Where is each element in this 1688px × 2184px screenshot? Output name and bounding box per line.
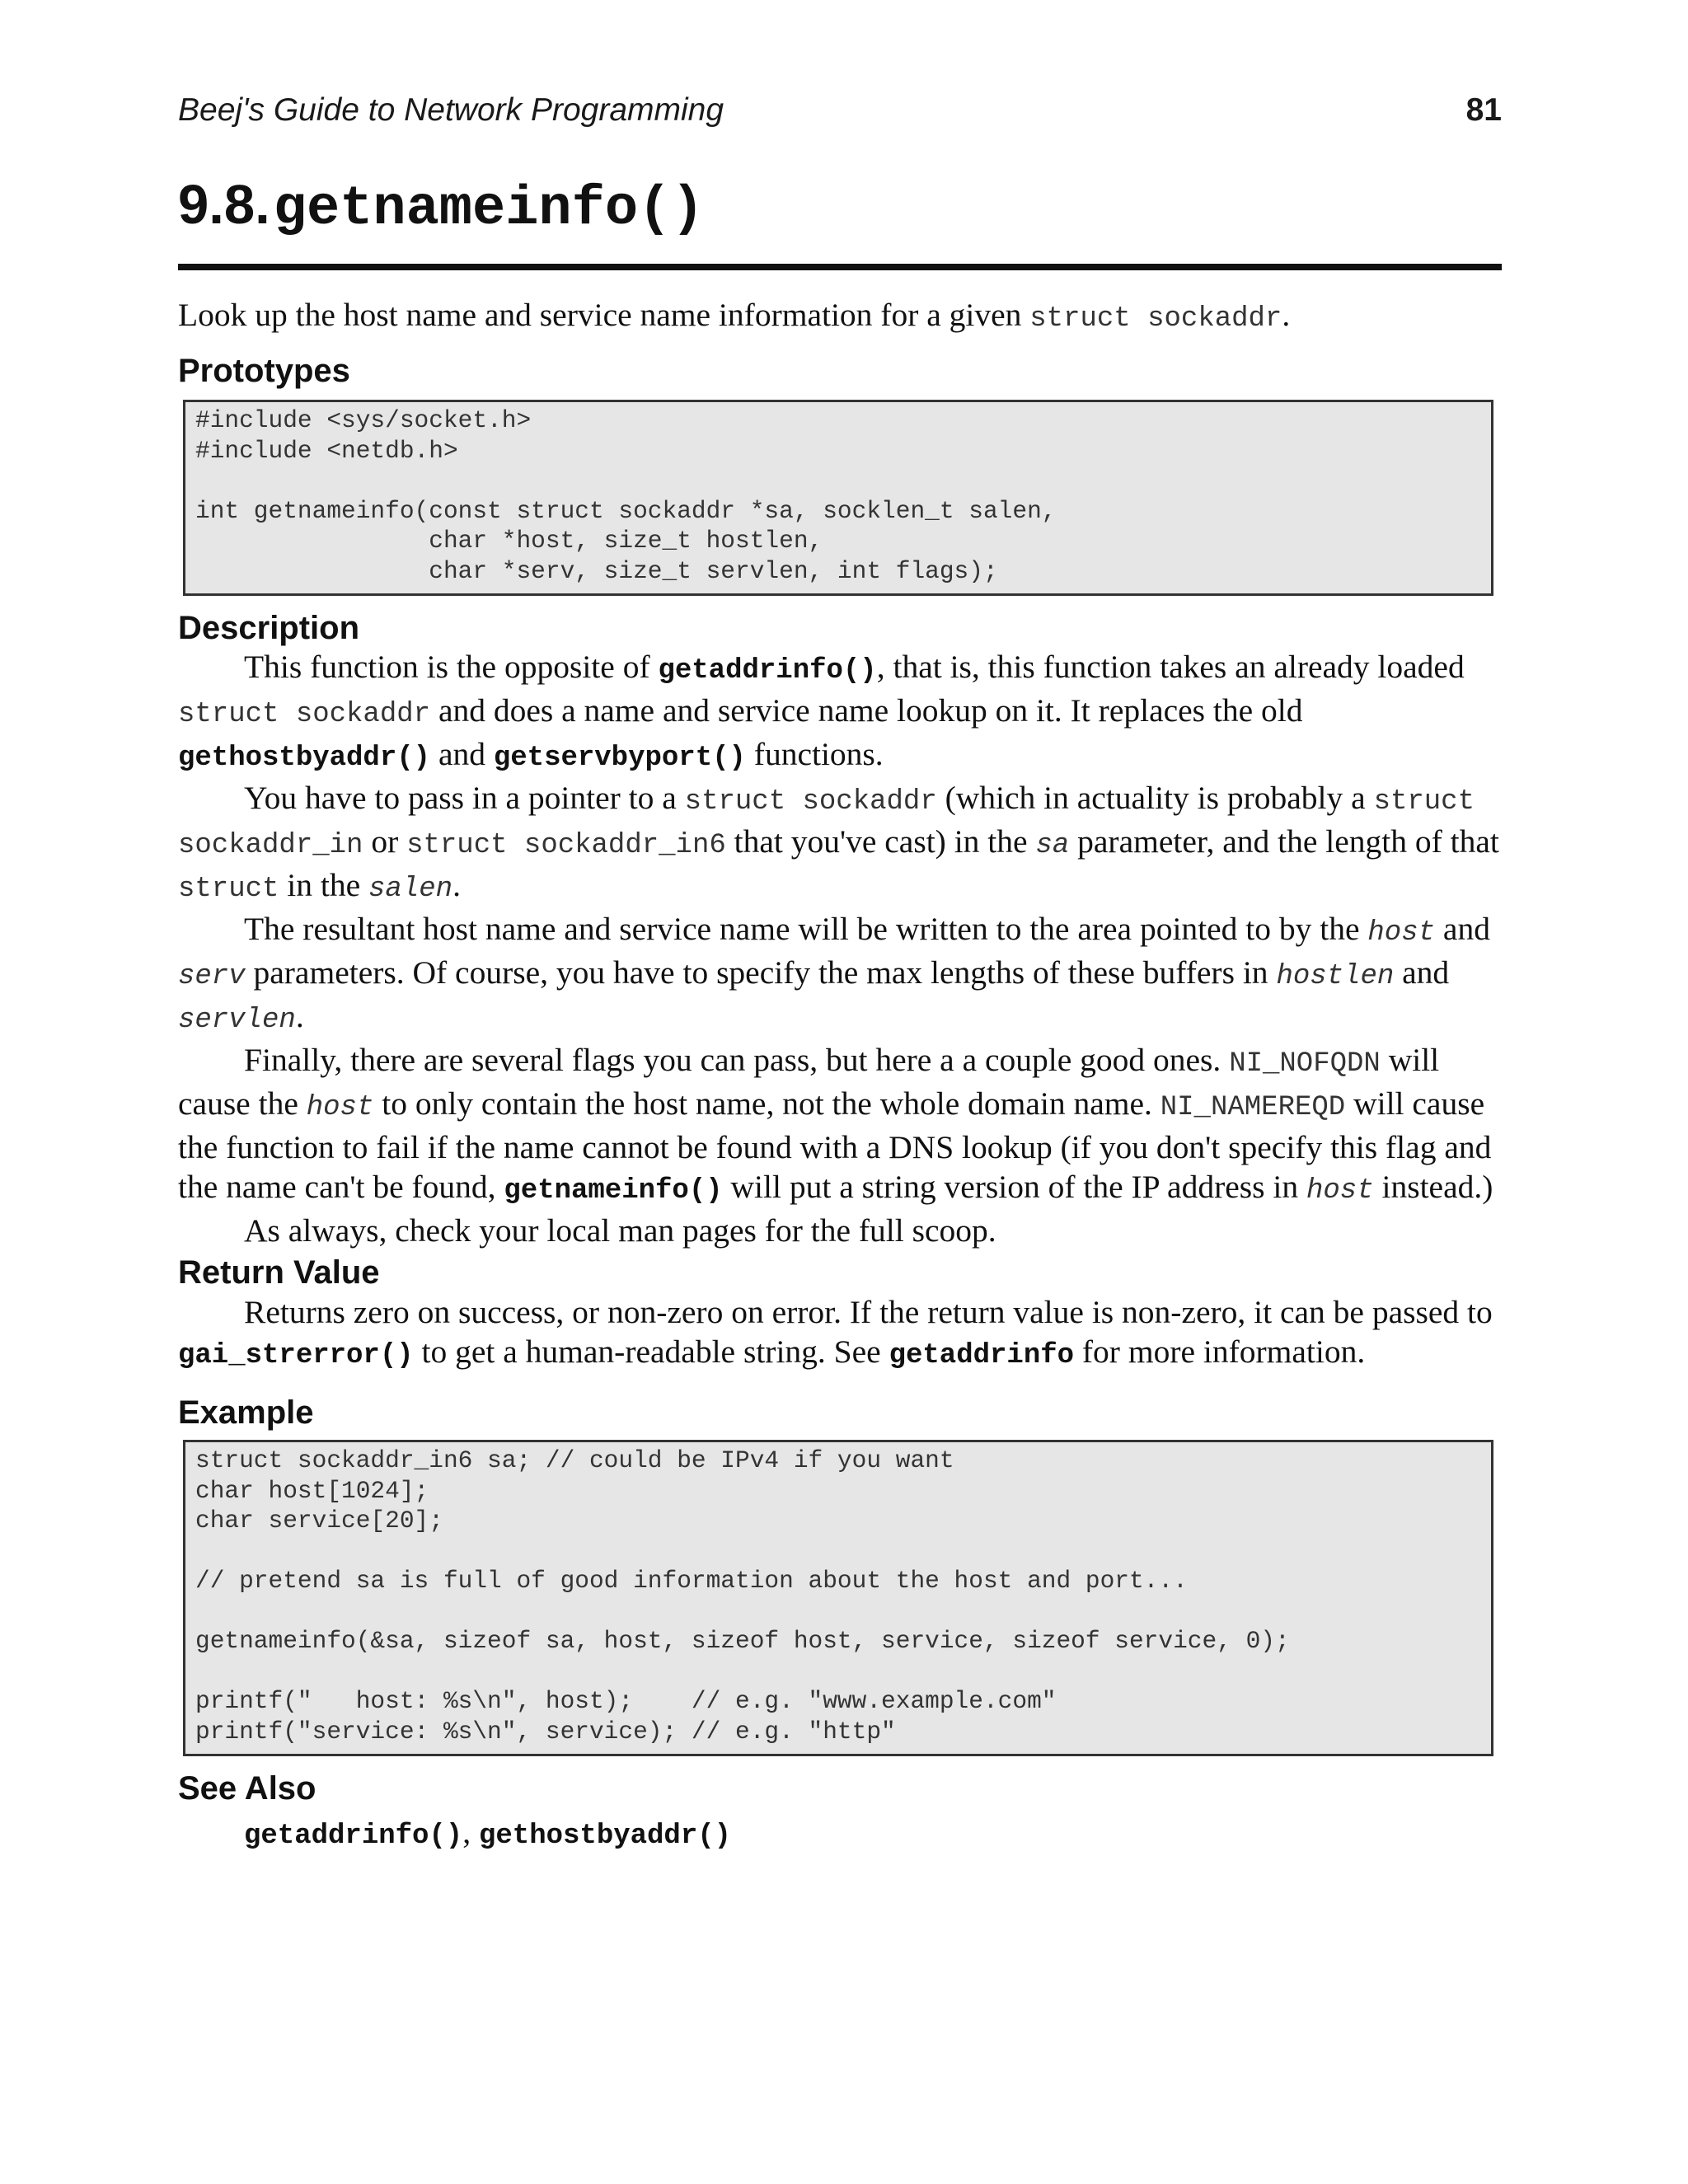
text: that you've cast) in the [725,823,1036,860]
see-also-separator: , [462,1814,479,1850]
intro-text: Look up the host name and service name information for a given [178,297,1030,333]
description-body [178,647,1502,1250]
return-value-body [178,1292,1502,1376]
description-paragraph-4 [178,1040,1502,1211]
text: will cause the [178,1042,1440,1122]
code-gethostbyaddr: gethostbyaddr() [178,743,431,774]
text: to only contain the host name, not the whole domain name. [373,1085,1160,1122]
page-number: 81 [1465,92,1502,128]
example-code-box [183,1440,1493,1756]
code-struct-sockaddr-in6: struct sockaddr_in6 [406,830,726,861]
description-paragraph-5: As always, check your local man pages for the full scoop. [244,1212,996,1249]
text: for more information. [1074,1333,1366,1370]
description-paragraph-3 [178,909,1502,1040]
code-host: host [306,1092,374,1123]
section-number: 9.8. [178,174,270,236]
code-host: host [1367,917,1436,949]
intro-paragraph [178,295,1502,339]
text: You have to pass in a pointer to a [244,780,685,816]
code-struct-sockaddr: struct sockaddr [178,699,431,730]
text: to get a human-readable string. See [413,1333,889,1370]
code-sa: sa [1035,830,1070,861]
text: (which in actuality is probably a [936,780,1374,816]
text: functions. [745,736,884,772]
prototypes-heading: Prototypes [178,353,350,389]
see-also-link-getaddrinfo[interactable]: getaddrinfo() [244,1821,463,1852]
see-also-links [244,1813,731,1852]
section-function-name: getnameinfo() [273,178,705,241]
prototypes-code: #include <sys/socket.h> #include <netdb.h> int getnameinfo(const struct sockaddr *sa, socklen_t salen, char *host, size_t hostlen, char *serv, size_t servlen, int flags); [195,406,1057,585]
intro-end: . [1282,297,1291,333]
text: will put a string version of the IP address in [722,1169,1306,1205]
text: Returns zero on success, or non-zero on error. If the return value is non-zero, it can be passed to [244,1294,1493,1330]
code-struct-sockaddr: struct sockaddr [684,786,937,818]
description-paragraph-1 [178,647,1502,778]
text: parameter, and the length of that [1069,823,1499,860]
code-struct: struct [178,874,279,905]
prototypes-code-box [183,400,1493,596]
text: and [430,736,494,772]
section-heading [178,173,704,247]
text: , that is, this function takes an already loaded [876,649,1465,685]
code-getaddrinfo: getaddrinfo() [658,655,877,687]
example-heading: Example [178,1394,314,1431]
code-getnameinfo: getnameinfo() [504,1175,723,1207]
text: and [1435,911,1490,947]
code-getaddrinfo: getaddrinfo [889,1340,1075,1371]
return-value-heading: Return Value [178,1254,380,1291]
text: and [1394,954,1450,991]
code-ni-namereqd: NI_NAMEREQD [1160,1092,1346,1123]
example-code: struct sockaddr_in6 sa; // could be IPv4 if you want char host[1024]; char service[20]; // pretend sa is full of good information about the host and port... getnameinfo(&sa, sizeof sa, host, sizeof host, service, sizeof service, 0); printf(" host: %s\n", host); // e.g. "www.example.com" printf("service: %s\n", service); // e.g. "http" [195,1446,1290,1746]
text: This function is the opposite of [244,649,659,685]
code-getservbyport: getservbyport() [493,743,746,774]
book-title: Beej's Guide to Network Programming [178,92,724,128]
text: in the [279,867,369,903]
code-ni-nofqdn: NI_NOFQDN [1229,1048,1381,1080]
text: will cause the function to fail if the name cannot be found with a DNS lookup (if you don't specify this flag and the name can't be found, [178,1085,1492,1205]
code-struct-sockaddr-in: struct sockaddr_in [178,786,1475,861]
return-value-paragraph [178,1292,1502,1376]
text: The resultant host name and service name will be written to the area pointed to by the [244,911,1368,947]
code-servlen: servlen [178,1005,296,1036]
intro-code: struct sockaddr [1029,303,1282,335]
code-gai-strerror: gai_strerror() [178,1340,414,1371]
text: Finally, there are several flags you can pass, but here a a couple good ones. [244,1042,1230,1078]
description-paragraph-2 [178,778,1502,909]
text: . [452,867,461,903]
text: or [363,823,407,860]
description-heading: Description [178,610,360,646]
text: parameters. Of course, you have to specify the max lengths of these buffers in [245,954,1277,991]
code-serv: serv [178,961,246,992]
code-salen: salen [368,874,453,905]
heading-rule [178,264,1502,270]
text: and does a name and service name lookup on it. It replaces the old [430,692,1303,729]
code-host: host [1306,1175,1374,1207]
see-also-link-gethostbyaddr[interactable]: gethostbyaddr() [479,1821,732,1852]
running-header [178,92,1502,134]
see-also-heading: See Also [178,1770,316,1807]
code-hostlen: hostlen [1276,961,1395,992]
text: instead.) [1373,1169,1493,1205]
text: . [295,998,304,1034]
